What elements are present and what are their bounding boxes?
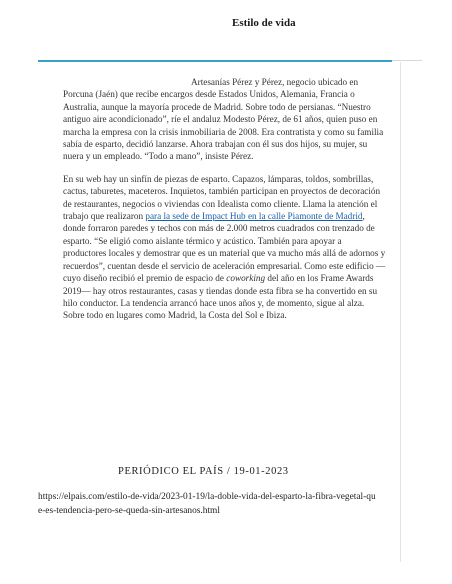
impact-hub-link[interactable]: para la sede de Impact Hub en la calle Piamonte de Madrid bbox=[145, 211, 363, 222]
article-body bbox=[63, 76, 387, 322]
source-url: https://elpais.com/estilo-de-vida/2023-01-19/la-doble-vida-del-esparto-la-fibra-vegetal-que-es-tendencia-pero-se-queda-sin-artesanos.html bbox=[38, 492, 376, 516]
source-credit: PERIÓDICO EL PAÍS / 19-01-2023 bbox=[118, 466, 289, 477]
right-margin-line bbox=[400, 62, 401, 562]
header-divider-right bbox=[392, 60, 422, 61]
coworking-emphasis: coworking bbox=[226, 273, 266, 284]
paragraph-1: Artesanías Pérez y Pérez, negocio ubicado en Porcuna (Jaén) que recibe encargos desde Estados Unidos, Alemania, Francia o Australia, aunque la mayoría procede de Madrid. Sobre todo de persianas. “Nuestro antiguo aire acondicionado”, ríe el andaluz Modesto Pérez, de 61 años, quien puso en marcha la empresa con la crisis inmobiliaria de 2008. Era contratista y como su familia sabía de esparto, decidió lanzarse. Ahora trabajan con él sus dos hijos, su mujer, su nuera y un empleado. “Todo a mano”, insiste Pérez. bbox=[63, 77, 384, 162]
section-title: Estilo de vida bbox=[232, 17, 296, 29]
header-divider bbox=[38, 60, 392, 62]
paragraph-2: En su web hay un sinfín de piezas de esparto. Capazos, lámparas, toldos, sombrillas, cactus, taburetes, maceteros. Inquietos, también participan en proyectos de decoración de restaurantes, negocios o viviendas con Idealista como cliente. Llama la atención el trabajo que realizaron para la sede de Impact Hub en la calle Piamonte de Madrid, donde forraron paredes y techos con más de 2.000 metros cuadrados con trenzado de esparto. “Se eligió como aislante térmico y acústico. También para apoyar a productores locales y demostrar que es un material que va mucho más allá de adornos y recuerdos”, cuentan desde el servicio de aceleración empresarial. Como este edificio —cuyo diseño recibió el premio de espacio de coworking del año en los Frame Awards 2019— hay otros restaurantes, casas y tiendas donde esta fibra se ha convertido en su hilo conductor. La tendencia arrancó hace unos años y, de momento, sigue al alza. Sobre todo en lugares como Madrid, la Costa del Sol e Ibiza. bbox=[63, 173, 386, 321]
